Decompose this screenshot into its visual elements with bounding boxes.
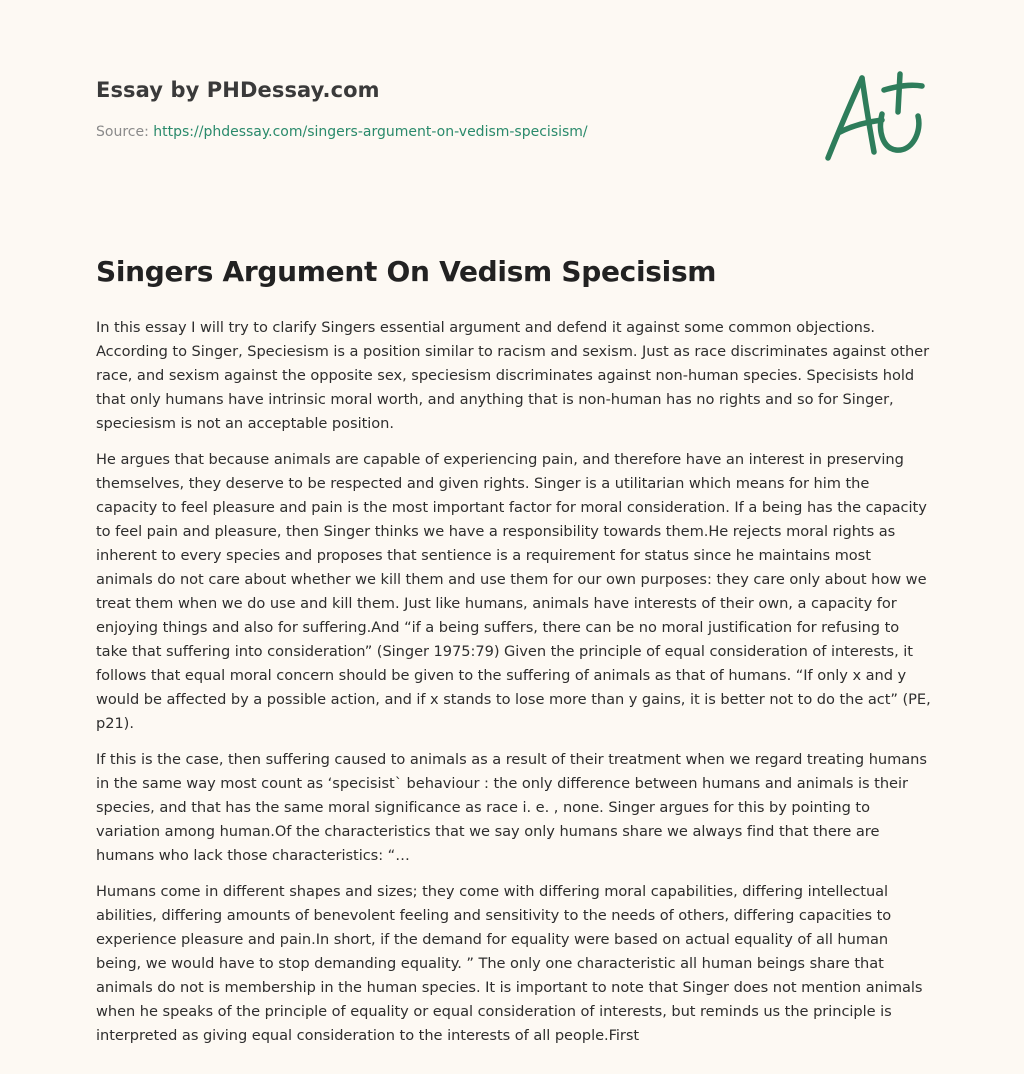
- a-plus-grade-logo-icon: [822, 66, 926, 166]
- article-paragraph: If this is the case, then suffering caused to animals as a result of their treatment when we regard treating humans in the same way most count as ‘specisist` behaviour : the only difference between humans and animals is their species, and that has the same moral significance as race i. e. , none. Singer argues for this by pointing to variation among human.Of the characteristics that we say only humans share we always find that there are humans who lack those characteristics: “…: [96, 751, 927, 864]
- article-paragraph: In this essay I will try to clarify Singers essential argument and defend it against some common objections. According to Singer, Speciesism is a position similar to racism and sexism. Just as race discriminates against other race, and sexism against the opposite sex, speciesism discriminates against non-human species. Specisists hold that only humans have intrinsic moral worth, and anything that is non-human has no rights and so for Singer, speciesism is not an acceptable position.: [96, 319, 930, 432]
- source-label: Source:: [96, 124, 154, 140]
- site-brand: Essay by PHDessay.com: [96, 78, 380, 102]
- article-body: [96, 316, 932, 1060]
- article-paragraph: He argues that because animals are capable of experiencing pain, and therefore have an interest in preserving themselves, they deserve to be respected and given rights. Singer is a utilitarian which means for him the capacity to feel pleasure and pain is the most important factor for moral consideration. If a being has the capacity to feel pain and pleasure, then Singer thinks we have a responsibility towards them.He rejects moral rights as inherent to every species and proposes that sentience is a requirement for status since he maintains most animals do not care about whether we kill them and use them for our own purposes: they care only about how we treat them when we do use and kill them. Just like humans, animals have interests of their own, a capacity for enjoying things and also for suffering.And “if a being suffers, there can be no moral justification for refusing to take that suffering into consideration” (Singer 1975:79) Given the principle of equal consideration of interests, it follows that equal moral concern should be given to the suffering of animals as that of humans. “If only x and y would be affected by a possible action, and if x stands to lose more than y gains, it is better not to do the act” (PE, p21).: [96, 451, 931, 732]
- source-line: [96, 124, 588, 140]
- source-link[interactable]: https://phdessay.com/singers-argument-on-vedism-specisism/: [153, 124, 588, 140]
- site-header: [96, 78, 796, 102]
- article-paragraph: Humans come in different shapes and sizes; they come with differing moral capabilities, differing intellectual abilities, differing amounts of benevolent feeling and sensitivity to the needs of others, differing capacities to experience pleasure and pain.In short, if the demand for equality were based on actual equality of all human being, we would have to stop demanding equality. ” The only one characteristic all human beings share that animals do not is membership in the human species. It is important to note that Singer does not mention animals when he speaks of the principle of equality or equal consideration of interests, but reminds us the principle is interpreted as giving equal consideration to the interests of all people.First: [96, 883, 923, 1044]
- article-title: Singers Argument On Vedism Specisism: [96, 255, 717, 288]
